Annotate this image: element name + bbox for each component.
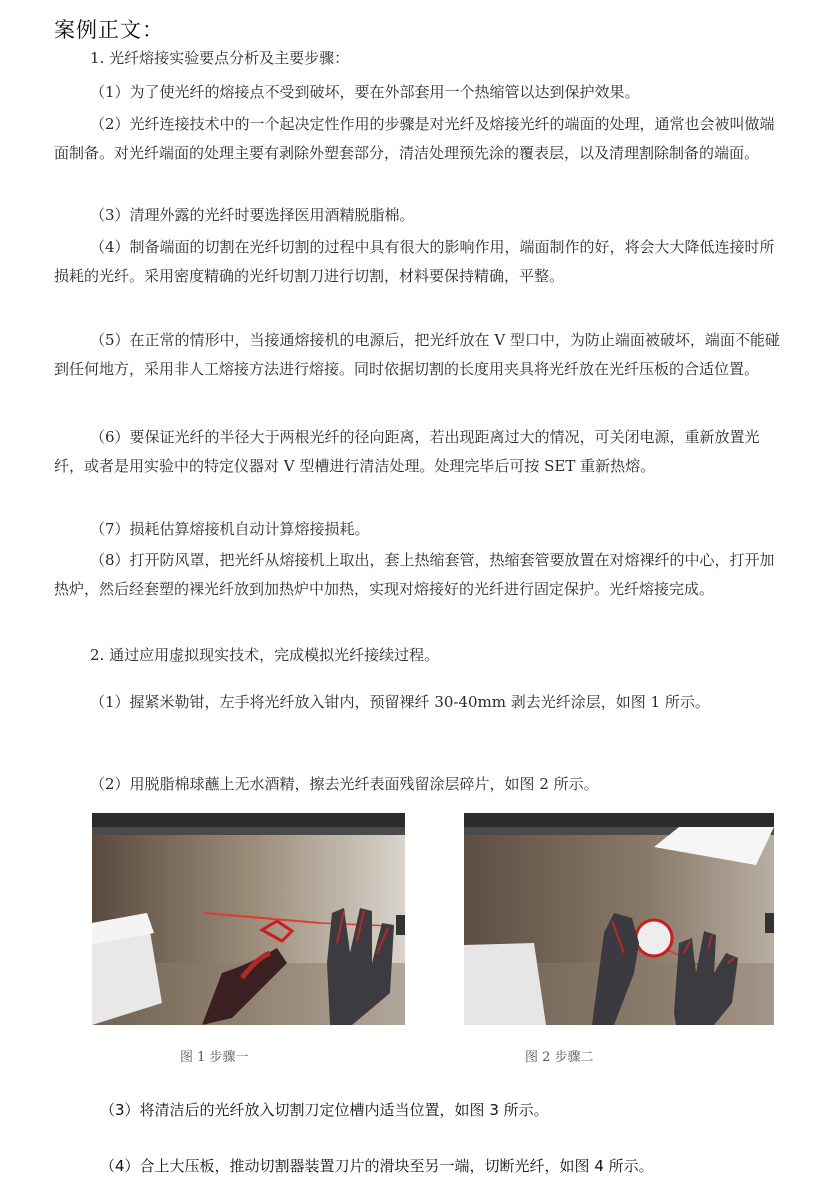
vr-scene-cleaning [464, 813, 774, 1025]
paragraph-step-7: （7）损耗估算熔接机自动计算熔接损耗。 [90, 520, 370, 538]
paragraph-vr-step-4: （4）合上大压板，推动切割器装置刀片的滑块至另一端，切断光纤，如图 4 所示。 [100, 1157, 654, 1175]
paragraph-step-1: （1）为了使光纤的熔接点不受到破坏，要在外部套用一个热缩管以达到保护效果。 [90, 83, 640, 101]
paragraph-vr-step-3: （3）将清洁后的光纤放入切割刀定位槽内适当位置，如图 3 所示。 [100, 1101, 549, 1119]
paragraph-step-4: （4）制备端面的切割在光纤切割的过程中具有很大的影响作用，端面制作的好，将会大大降低连接时所损耗的光纤。采用密度精确的光纤切割刀进行切割，材料要保持精确，平整。 [54, 238, 775, 285]
paragraph-step-5: （5）在正常的情形中，当接通熔接机的电源后，把光纤放在 V 型口中，为防止端面被破坏，端面不能碰到任何地方，采用非人工熔接方法进行熔接。同时依据切割的长度用夹具将光纤放在光纤压板的合适位置。 [54, 331, 780, 378]
paragraph-vr-step-2: （2）用脱脂棉球蘸上无水酒精，擦去光纤表面残留涂层碎片，如图 2 所示。 [90, 775, 599, 793]
page-title: 案例正文： [54, 18, 164, 42]
paragraph-step-3: （3）清理外露的光纤时要选择医用酒精脱脂棉。 [90, 206, 415, 224]
figure-1-image [92, 813, 405, 1025]
figure-2-caption: 图 2 步骤二 [525, 1050, 594, 1065]
figure-2-image [464, 813, 774, 1025]
figure-1-caption: 图 1 步骤一 [180, 1050, 249, 1065]
section-heading-2: 2. 通过应用虚拟现实技术，完成模拟光纤接续过程。 [90, 646, 440, 664]
section-heading-1: 1. 光纤熔接实验要点分析及主要步骤： [90, 49, 350, 67]
paragraph-vr-step-1: （1）握紧米勒钳，左手将光纤放入钳内，预留裸纤 30-40mm 剥去光纤涂层，如图 1 所示。 [90, 693, 710, 711]
vr-scene-stripping [92, 813, 405, 1025]
paragraph-step-6: （6）要保证光纤的半径大于两根光纤的径向距离，若出现距离过大的情况，可关闭电源，重新放置光纤，或者是用实验中的特定仪器对 V 型槽进行清洁处理。处理完毕后可按 SET 重新热熔。 [54, 428, 760, 475]
paragraph-step-2: （2）光纤连接技术中的一个起决定性作用的步骤是对光纤及熔接光纤的端面的处理，通常也会被叫做端面制备。对光纤端面的处理主要有剥除外塑套部分，清洁处理预先涂的覆表层，以及清理割除制备的端面。 [54, 115, 775, 162]
paragraph-step-8: （8）打开防风罩，把光纤从熔接机上取出，套上热缩套管，热缩套管要放置在对熔裸纤的中心，打开加热炉，然后经套塑的裸光纤放到加热炉中加热，实现对熔接好的光纤进行固定保护。光纤熔接完成。 [54, 551, 775, 598]
